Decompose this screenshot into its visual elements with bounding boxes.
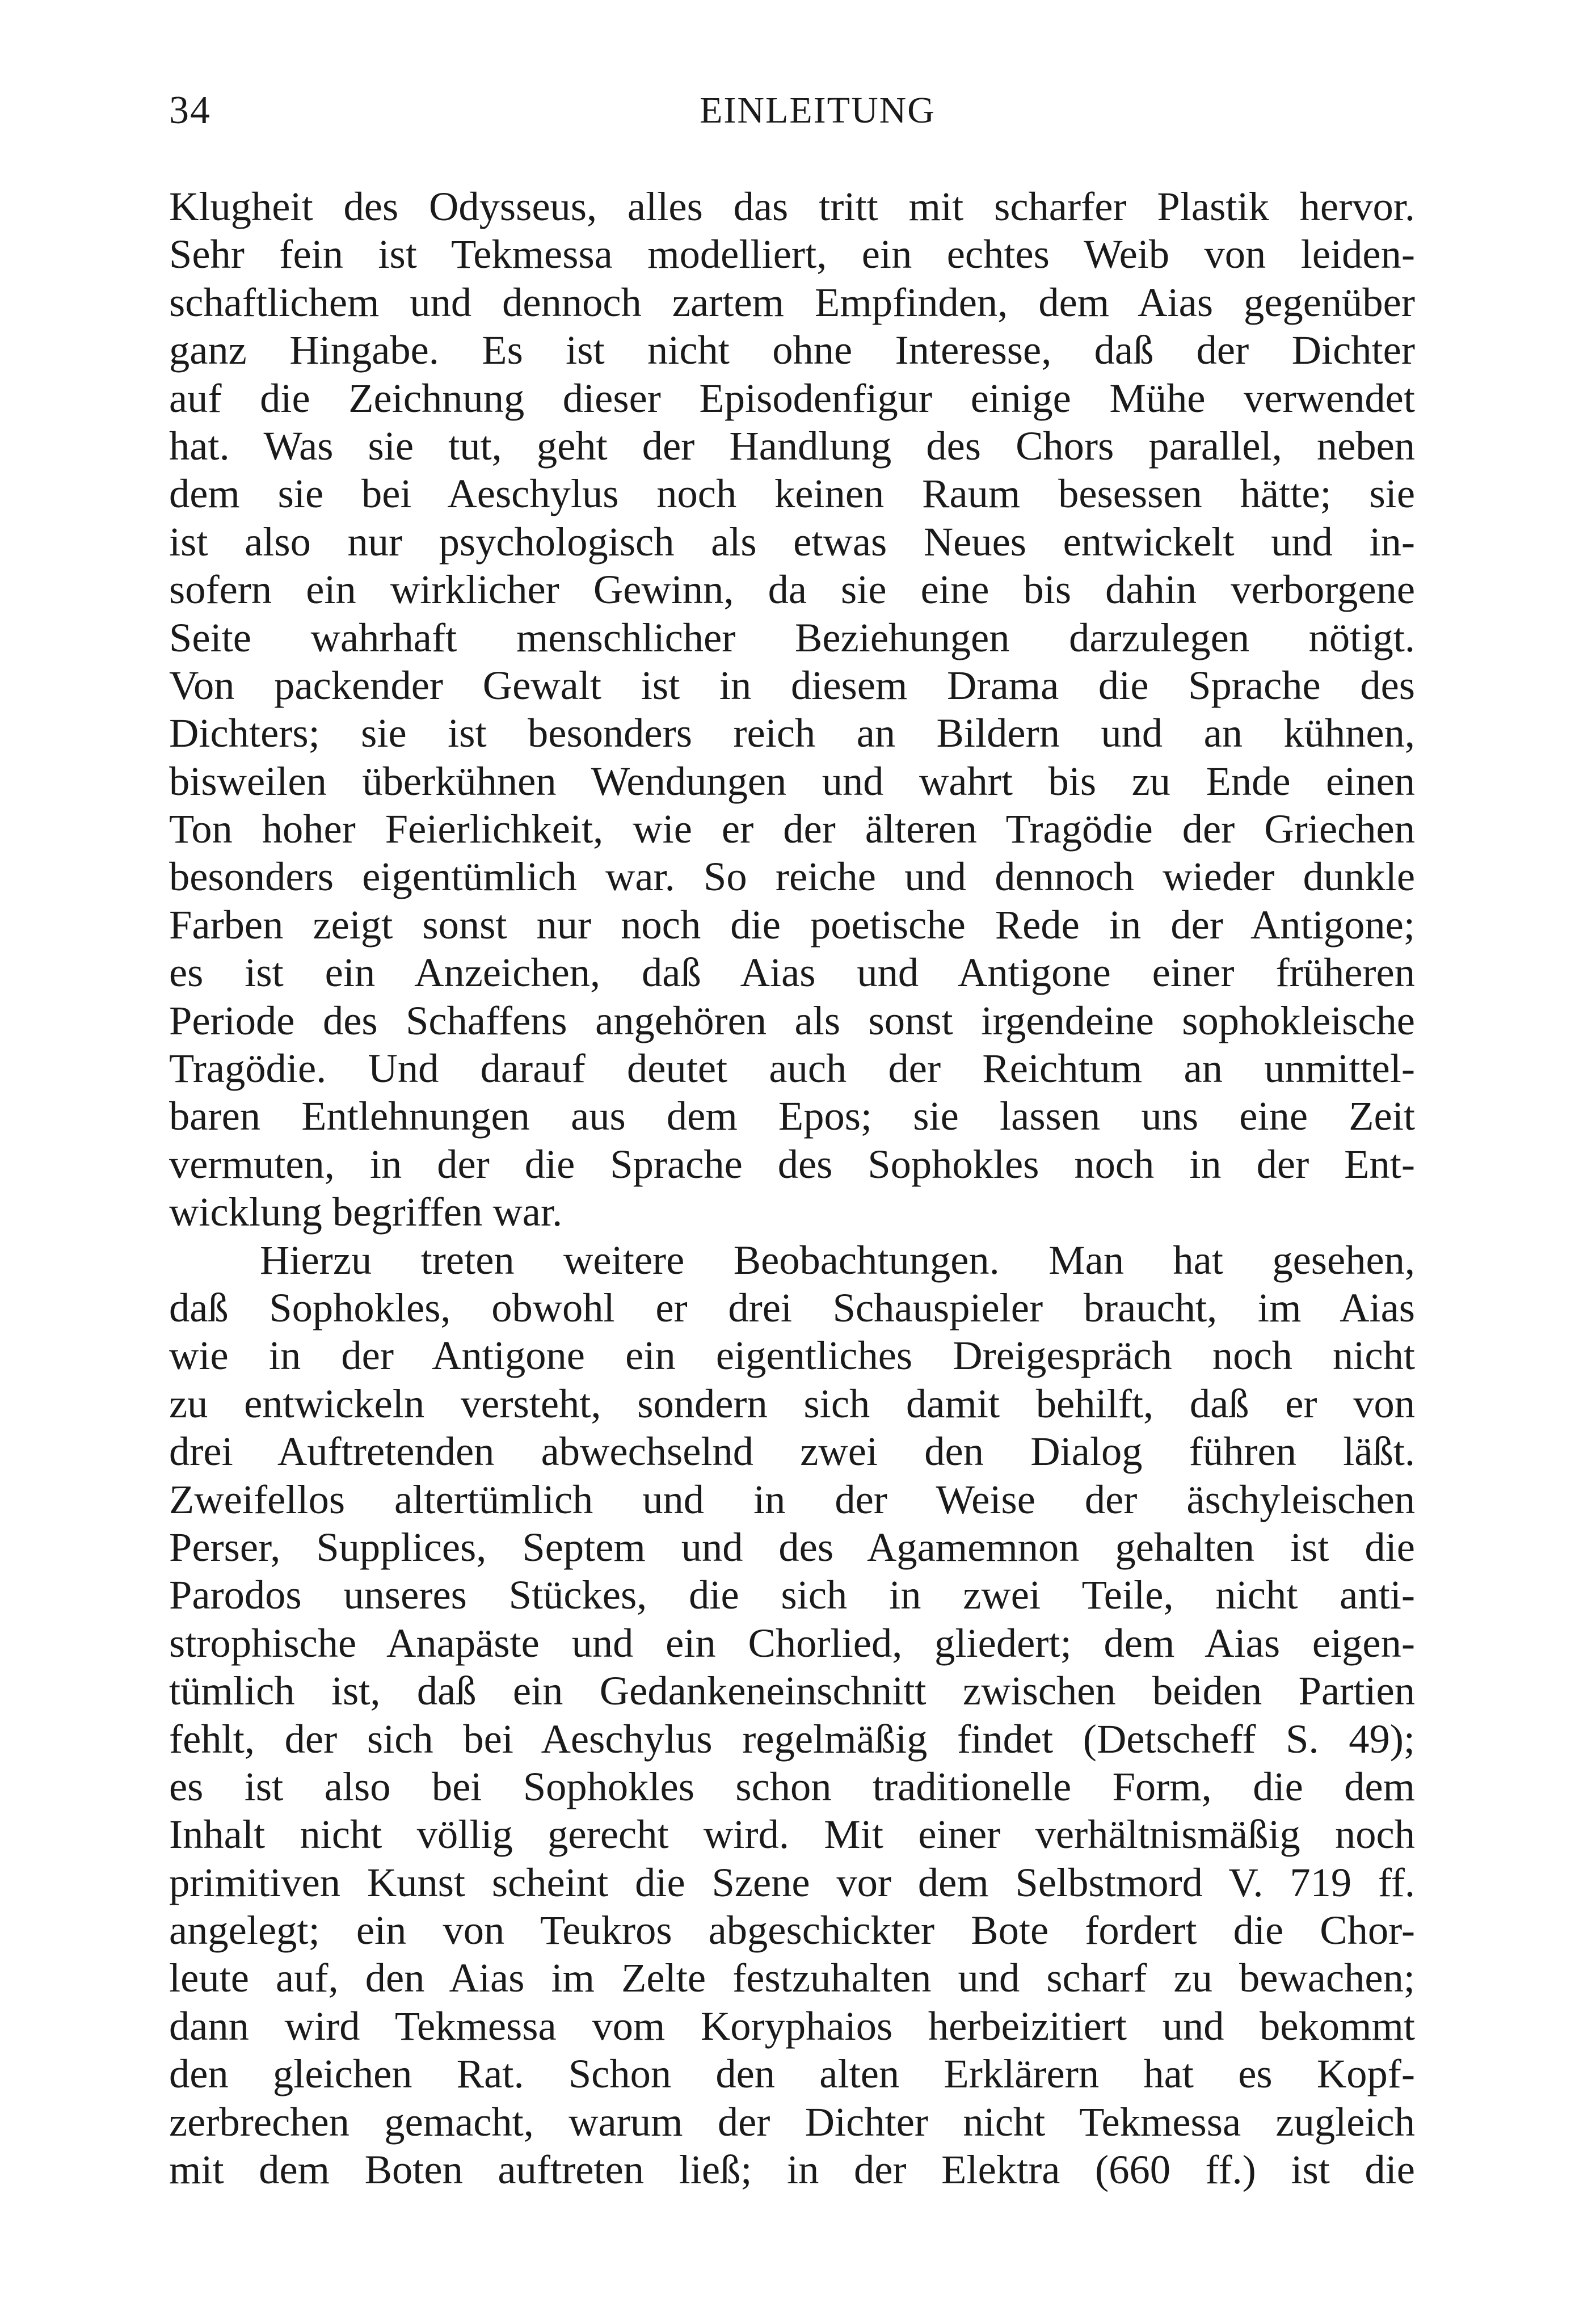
text-line: wie in der Antigone ein eigentliches Dreigespräch noch nicht — [169, 1332, 1415, 1379]
text-line: bisweilen überkühnen Wendungen und wahrt bis zu Ende einen — [169, 757, 1415, 804]
body-text — [169, 183, 1415, 2194]
text-line: mit dem Boten auftreten ließ; in der Elektra (660 ff.) ist die — [169, 2146, 1415, 2193]
text-line: drei Auftretenden abwechselnd zwei den Dialog führen läßt. — [169, 1428, 1415, 1475]
text-line: Seite wahrhaft menschlicher Beziehungen darzulegen nötigt. — [169, 614, 1415, 660]
paragraph-end-line: wicklung begriffen war. — [169, 1189, 563, 1235]
text-line: Inhalt nicht völlig gerecht wird. Mit einer verhältnismäßig noch — [169, 1811, 1415, 1858]
text-line: schaftlichem und dennoch zartem Empfinden, dem Aias gegenüber — [169, 279, 1415, 325]
text-line: Ton hoher Feierlichkeit, wie er der älteren Tragödie der Griechen — [169, 806, 1415, 852]
page-number: 34 — [169, 89, 211, 132]
text-line: angelegt; ein von Teukros abgeschickter Bote fordert die Chor- — [169, 1907, 1415, 1953]
text-line: hat. Was sie tut, geht der Handlung des Chors parallel, neben — [169, 422, 1415, 469]
page-header — [169, 85, 1415, 136]
text-line: primitiven Kunst scheint die Szene vor dem Selbstmord V. 719 ff. — [169, 1859, 1415, 1905]
text-line: Perser, Supplices, Septem und des Agamemnon gehalten ist die — [169, 1523, 1415, 1570]
text-line: ist also nur psychologisch als etwas Neues entwickelt und in- — [169, 518, 1415, 565]
text-line: strophische Anapäste und ein Chorlied, gliedert; dem Aias eigen- — [169, 1619, 1415, 1666]
text-line: Dichters; sie ist besonders reich an Bildern und an kühnen, — [169, 710, 1415, 756]
text-line: Tragödie. Und darauf deutet auch der Reichtum an unmittel- — [169, 1045, 1415, 1092]
text-line: daß Sophokles, obwohl er drei Schauspieler braucht, im Aias — [169, 1284, 1415, 1331]
text-line: fehlt, der sich bei Aeschylus regelmäßig findet (Detscheff S. 49); — [169, 1715, 1415, 1762]
text-line: es ist also bei Sophokles schon traditionelle Form, die dem — [169, 1763, 1415, 1809]
text-line: tümlich ist, daß ein Gedankeneinschnitt zwischen beiden Partien — [169, 1668, 1415, 1714]
text-line: leute auf, den Aias im Zelte festzuhalten und scharf zu bewachen; — [169, 1955, 1415, 2001]
paragraph-start-line: Hierzu treten weitere Beobachtungen. Man hat gesehen, — [260, 1236, 1415, 1283]
text-line: zu entwickeln versteht, sondern sich damit behilft, daß er von — [169, 1380, 1415, 1426]
text-line: Sehr fein ist Tekmessa modelliert, ein echtes Weib von leiden- — [169, 231, 1415, 277]
text-line: zerbrechen gemacht, warum der Dichter nicht Tekmessa zugleich — [169, 2098, 1415, 2145]
text-line: es ist ein Anzeichen, daß Aias und Antigone einer früheren — [169, 949, 1415, 996]
text-line: auf die Zeichnung dieser Episodenfigur einige Mühe verwendet — [169, 374, 1415, 421]
text-line: baren Entlehnungen aus dem Epos; sie lassen uns eine Zeit — [169, 1093, 1415, 1139]
text-line: vermuten, in der die Sprache des Sophokles noch in der Ent- — [169, 1140, 1415, 1187]
text-line: ganz Hingabe. Es ist nicht ohne Interesse, daß der Dichter — [169, 327, 1415, 373]
text-line: dann wird Tekmessa vom Koryphaios herbeizitiert und bekommt — [169, 2002, 1415, 2049]
text-line: Klugheit des Odysseus, alles das tritt mit scharfer Plastik hervor. — [169, 183, 1415, 229]
text-line: dem sie bei Aeschylus noch keinen Raum besessen hätte; sie — [169, 470, 1415, 517]
running-head: EINLEITUNG — [700, 90, 936, 131]
text-line: besonders eigentümlich war. So reiche und dennoch wieder dunkle — [169, 853, 1415, 900]
text-line: Zweifellos altertümlich und in der Weise der äschyleischen — [169, 1476, 1415, 1522]
text-line: Farben zeigt sonst nur noch die poetische Rede in der Antigone; — [169, 901, 1415, 948]
text-line: Parodos unseres Stückes, die sich in zwei Teile, nicht anti- — [169, 1572, 1415, 1618]
text-line: sofern ein wirklicher Gewinn, da sie eine bis dahin verborgene — [169, 566, 1415, 613]
text-line: den gleichen Rat. Schon den alten Erklärern hat es Kopf- — [169, 2051, 1415, 2097]
text-line: Periode des Schaffens angehören als sonst irgendeine sophokleische — [169, 997, 1415, 1043]
text-line: Von packender Gewalt ist in diesem Drama die Sprache des — [169, 662, 1415, 708]
